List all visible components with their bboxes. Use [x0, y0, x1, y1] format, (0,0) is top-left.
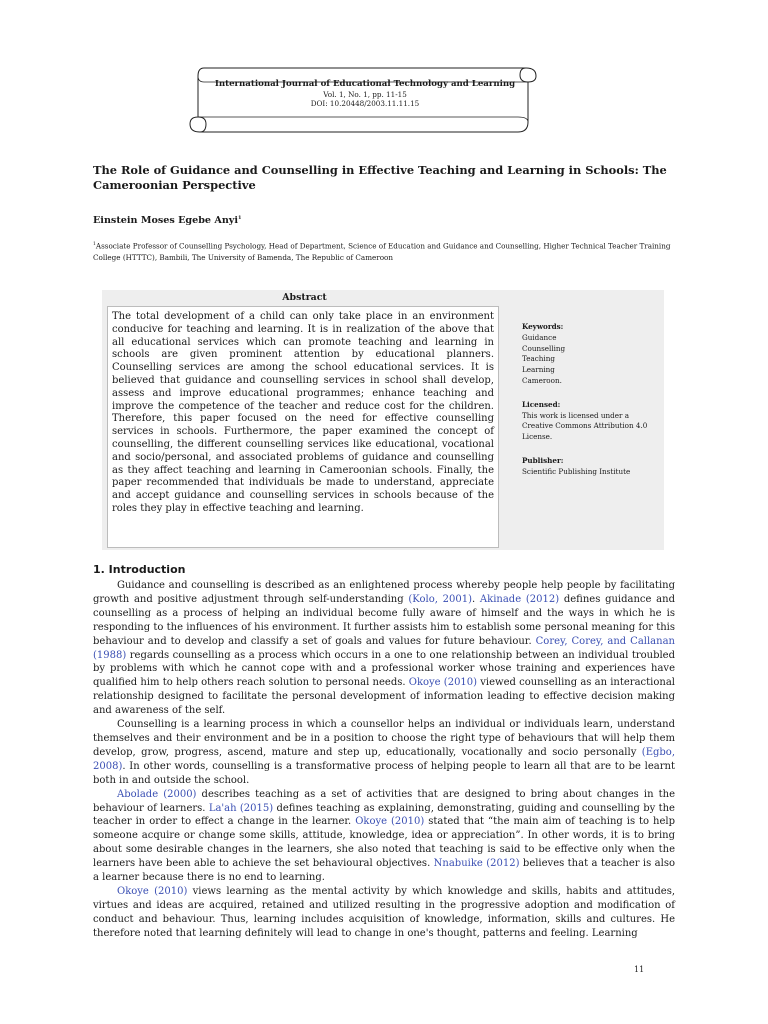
affiliation-text: Associate Professor of Counselling Psychology, Head of Department, Science of Education and Guidance and Counselling, Higher Technical Teacher Training College (HTTTC), Bambili, The University of Bamenda, The Republic of Cameroon	[93, 241, 671, 262]
paragraph-text: defines teaching as explaining, demonstrating, guiding and counselling by the teacher in order to effect a change in the learner.	[93, 802, 675, 828]
keyword-item: Teaching	[522, 354, 555, 364]
citation-link[interactable]: Akinade (2012)	[479, 593, 560, 605]
paragraph-text: views learning as the mental activity by which knowledge and skills, habits and attitudes, virtues and ideas are acquired, retained and utilized resulting in the progressive adoption and modification of conduct and behaviour. Thus, learning includes acquisition of knowledge, information, skills and cultures. He therefore noted that learning definitely will lead to change in one's thought, patterns and feeling. Learning	[93, 885, 676, 939]
affiliation	[93, 239, 685, 263]
citation-link[interactable]: Okoye (2010)	[117, 885, 188, 897]
keyword-item: Counselling	[522, 343, 566, 353]
author-line	[93, 215, 242, 226]
licensed-label: Licensed:	[522, 399, 561, 409]
article-info-panel	[522, 322, 660, 478]
author-mark: 1	[238, 215, 242, 221]
keyword-item: Guidance	[522, 332, 557, 342]
section-heading: 1. Introduction	[93, 563, 186, 576]
paragraph-text: .	[472, 593, 480, 605]
paragraph-text: believes that a teacher is also a learner because there is no end to learning.	[93, 858, 675, 884]
paragraph-text: viewed counselling as an interactional relationship designed to facilitate the personal development of information leading to effective decision making and awareness of the self.	[93, 677, 675, 717]
paper-title: The Role of Guidance and Counselling in Effective Teaching and Learning in Schools: The Cameroonian Perspective	[93, 163, 667, 192]
paragraph-text: regards counselling as a process which occurs in a one to one relationship between an individual troubled by problems with which he cannot cope with and a professional worker whose training and experiences have qualified him to help others reach solution to personal needs.	[93, 649, 675, 689]
license-text: This work is licensed under a Creative Commons Attribution 4.0 License.	[522, 410, 648, 442]
abstract-text: The total development of a child can only take place in an environment conducive for teaching and learning. It is in realization of the above that all educational services which can promote teaching and learning in schools are given prominent attention by educational planners. Counselling services are among the school educational services. It is believed that guidance and counselling services in school shall develop, assess and improve educational programmes; enhance teaching and improve the competence of the teacher and reduce cost for the children. Therefore, this paper focused on the need for effective counselling services in schools. Furthermore, the paper examined the concept of counselling, the different counselling services like educational, vocational and socio/personal, and associated problems of guidance and counselling as they affect teaching and learning in Cameroonian schools. Finally, the paper recommended that individuals be made to understand, appreciate and accept guidance and counselling services in schools because of the roles they play in effective teaching and learning.	[107, 306, 499, 548]
page-number: 11	[634, 965, 645, 974]
keyword-item: Learning	[522, 365, 555, 375]
journal-volume: Vol. 1, No. 1, pp. 11-15	[323, 90, 407, 99]
author-name: Einstein Moses Egebe Anyi	[93, 215, 239, 227]
journal-banner	[186, 60, 542, 142]
citation-link[interactable]: La'ah (2015)	[208, 802, 274, 814]
body-paragraph	[93, 788, 675, 885]
paragraph-text: defines guidance and counselling as a process of helping an individual become fully aware of himself and the ways in which he is responding to the influences of his environment. It further assists him to establish some personal meaning for this behaviour and to develop and classify a set of goals and values for future behaviour.	[93, 593, 675, 647]
paragraph-text: Counselling is a learning process in which a counsellor helps an individual or individuals learn, understand themselves and their environment and be in a position to choose the right type of behaviours that will help them develop, grow, progress, ascend, mature and step up, educationally, vocationally and socio personally	[93, 719, 675, 758]
paragraph-text: . In other words, counselling is a transformative process of helping people to learn all that are to be learnt both in and outside the school.	[93, 760, 675, 786]
keywords-label: Keywords:	[522, 322, 564, 331]
citation-link[interactable]: Okoye (2010)	[408, 677, 478, 689]
introduction-body	[93, 579, 675, 941]
abstract-heading: Abstract	[282, 292, 327, 303]
body-paragraph	[93, 579, 675, 718]
citation-link[interactable]: Abolade (2000)	[117, 788, 197, 800]
citation-link[interactable]: (Egbo, 2008)	[93, 746, 675, 772]
citation-link[interactable]: Nnabuike (2012)	[433, 858, 520, 870]
citation-link[interactable]: Corey, Corey, and Callanan (1988)	[93, 635, 675, 661]
publisher-label: Publisher:	[522, 455, 564, 465]
paragraph-text: Guidance and counselling is described as an enlightened process whereby people help people by facilitating growth and positive adjustment through self-understanding	[93, 580, 675, 605]
paragraph-text: stated that “the main aim of teaching is to help someone acquire or change some skills, attitude, knowledge, idea or appreciation”. In other words, it is to bring about some desirable changes in the learners, she also noted that teaching is said to be effective only when the learners have been able to achieve the set behavioural objectives.	[93, 816, 675, 870]
citation-link[interactable]: Okoye (2010)	[355, 816, 425, 828]
publisher-name: Scientific Publishing Institute	[522, 466, 631, 476]
citation-link[interactable]: (Kolo, 2001)	[408, 593, 472, 605]
keyword-item: Cameroon.	[522, 375, 562, 385]
body-paragraph	[93, 718, 675, 788]
body-paragraph	[93, 885, 675, 941]
abstract-box	[102, 290, 664, 550]
paragraph-text: describes teaching as a set of activities that are designed to bring about changes in the behaviour of learners.	[93, 788, 675, 814]
journal-doi: DOI: 10.20448/2003.11.11.15	[310, 99, 420, 108]
journal-name: International Journal of Educational Technology and Learning	[214, 79, 516, 89]
affiliation-mark: 1	[93, 242, 96, 247]
